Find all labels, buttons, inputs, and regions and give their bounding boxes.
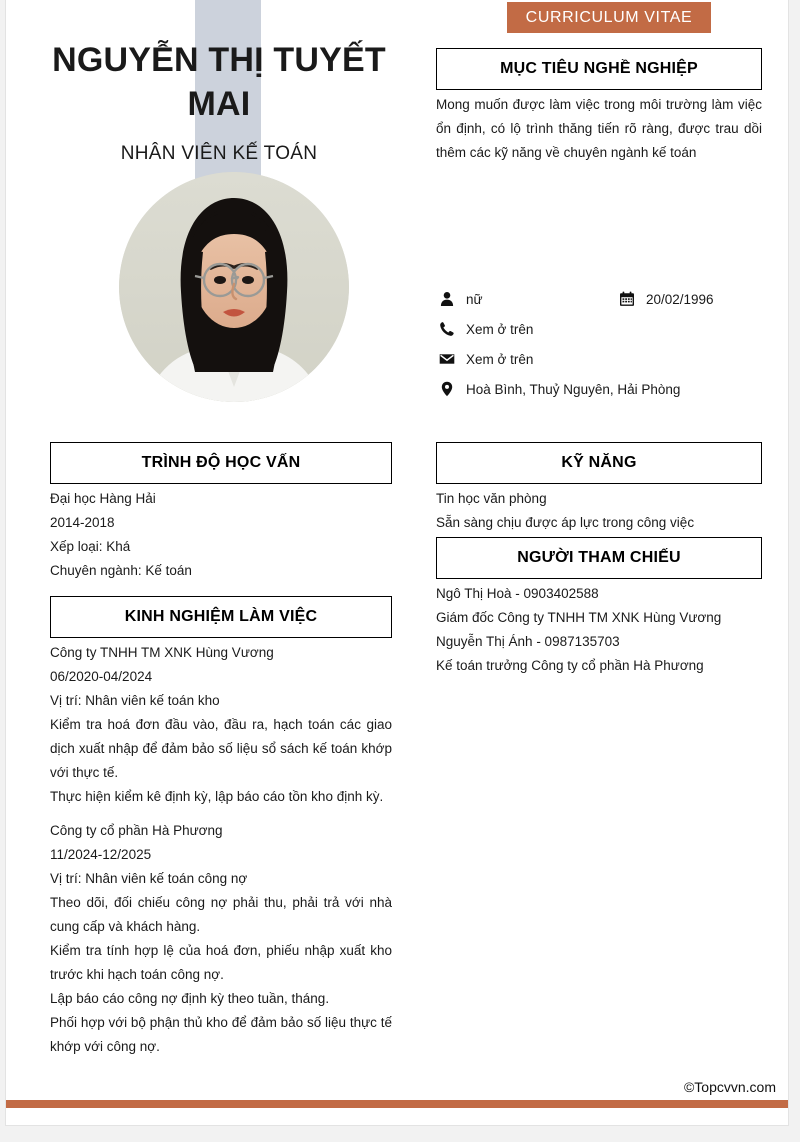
contact-email-value: Xem ở trên	[466, 351, 534, 367]
experience-position-2: Vị trí: Nhân viên kế toán công nợ	[50, 871, 248, 886]
experience-duty-2-1: Theo dõi, đối chiếu công nợ phải thu, phải trả với nhà cung cấp và khách hàng.	[50, 895, 392, 934]
section-header-experience-label: KINH NGHIỆM LÀM VIỆC	[124, 608, 318, 625]
person-icon	[438, 290, 456, 308]
section-header-education-label: TRÌNH ĐỘ HỌC VẤN	[141, 454, 301, 471]
section-header-references-label: NGƯỜI THAM CHIẾU	[517, 549, 681, 566]
location-pin-icon	[438, 380, 456, 398]
section-header-education	[50, 442, 392, 484]
contact-address-value: Hoà Bình, Thuỷ Nguyên, Hải Phòng	[466, 381, 681, 397]
experience-company-1: Công ty TNHH TM XNK Hùng Vương	[50, 645, 274, 660]
candidate-name: NGUYỄN THỊ TUYẾT MAI	[52, 41, 386, 123]
education-school: Đại học Hàng Hải	[50, 491, 156, 506]
candidate-job-title: NHÂN VIÊN KẾ TOÁN	[120, 143, 318, 164]
avatar	[119, 172, 349, 402]
contact-phone-value: Xem ở trên	[466, 321, 534, 337]
contact-phone	[438, 320, 533, 338]
footer-accent-bar	[6, 1100, 788, 1108]
curriculum-vitae-badge-label: CURRICULUM VITAE	[525, 8, 693, 26]
contact-email	[438, 350, 533, 368]
envelope-icon	[438, 350, 456, 368]
objective-text: Mong muốn được làm việc trong môi trường làm việc ổn định, có lộ trình thăng tiến rõ ràng, được trau dồi thêm các kỹ năng về chuyên ngành kế toán	[436, 97, 762, 160]
experience-duty-1-1: Kiểm tra hoá đơn đầu vào, đầu ra, hạch toán các giao dịch xuất nhập để đảm bảo số liệu sổ sách kế toán khớp với thực tế.	[50, 717, 392, 780]
experience-position-1: Vị trí: Nhân viên kế toán kho	[50, 693, 220, 708]
section-header-references	[436, 537, 762, 579]
contact-gender-value: nữ	[466, 291, 483, 307]
footer-credit: ©Topcvvn.com	[683, 1079, 776, 1095]
education-years: 2014-2018	[50, 515, 115, 530]
skill-item-1: Tin học văn phòng	[436, 491, 547, 506]
experience-company-2: Công ty cổ phần Hà Phương	[50, 823, 223, 838]
portrait-photo-icon	[119, 172, 349, 402]
right-column	[436, 0, 788, 1125]
section-header-experience	[50, 596, 392, 638]
section-header-skills-label: KỸ NĂNG	[561, 454, 637, 471]
calendar-icon	[618, 290, 636, 308]
contact-gender	[438, 290, 483, 308]
reference-1-role: Giám đốc Công ty TNHH TM XNK Hùng Vương	[436, 610, 722, 625]
experience-duty-2-4: Phối hợp với bộ phận thủ kho để đảm bảo số liệu thực tế khớp với công nợ.	[50, 1015, 392, 1054]
reference-1-name-phone: Ngô Thị Hoà - 0903402588	[436, 586, 599, 601]
education-grade: Xếp loại: Khá	[50, 539, 131, 554]
phone-icon	[438, 320, 456, 338]
contact-address	[438, 380, 680, 398]
reference-2-name-phone: Nguyễn Thị Ánh - 0987135703	[436, 634, 620, 649]
experience-duty-2-3: Lập báo cáo công nợ định kỳ theo tuần, tháng.	[50, 991, 330, 1006]
contact-birthdate	[618, 290, 714, 308]
experience-duty-2-2: Kiểm tra tính hợp lệ của hoá đơn, phiếu nhập xuất kho trước khi hạch toán công nợ.	[50, 943, 392, 982]
education-major: Chuyên ngành: Kế toán	[50, 563, 192, 578]
section-header-objective-label: MỤC TIÊU NGHỀ NGHIỆP	[500, 60, 698, 77]
section-header-skills	[436, 442, 762, 484]
experience-period-1: 06/2020-04/2024	[50, 669, 153, 684]
contact-birthdate-value: 20/02/1996	[646, 291, 714, 307]
section-header-objective	[436, 48, 762, 90]
reference-2-role: Kế toán trưởng Công ty cổ phần Hà Phương	[436, 658, 704, 673]
experience-period-2: 11/2024-12/2025	[50, 847, 152, 862]
cv-sheet	[6, 0, 788, 1125]
skill-item-2: Sẵn sàng chịu được áp lực trong công việc	[436, 515, 695, 530]
experience-duty-1-2: Thực hiện kiểm kê định kỳ, lập báo cáo tồn kho định kỳ.	[50, 789, 384, 804]
left-column	[6, 0, 426, 1125]
